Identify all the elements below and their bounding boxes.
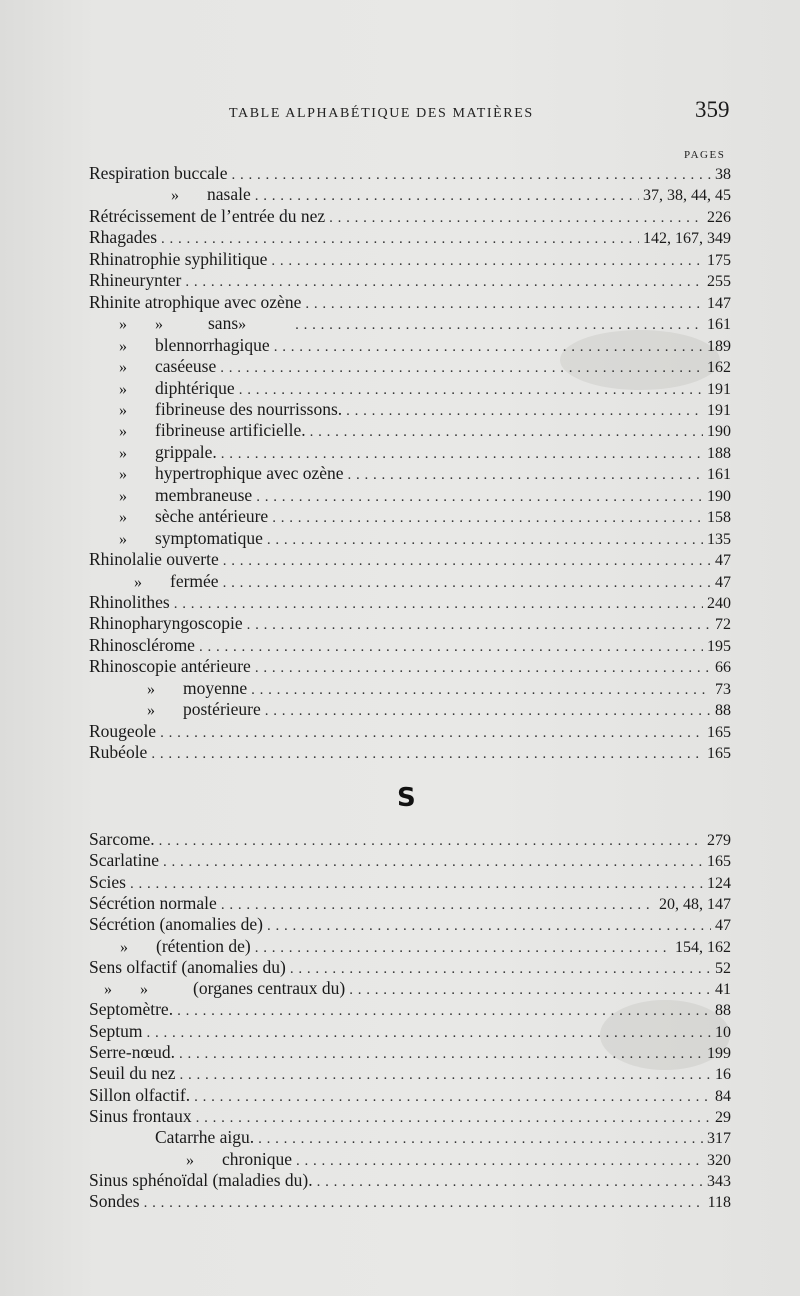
entry-label: » » sans» bbox=[119, 313, 247, 334]
entry-pages: 38 bbox=[715, 166, 731, 183]
entry-pages: 226 bbox=[707, 208, 731, 226]
r-index-entry bbox=[134, 570, 731, 592]
r-index-entry bbox=[89, 634, 731, 656]
s-index-entry bbox=[89, 1190, 731, 1212]
entry-pages: 165 bbox=[707, 853, 731, 871]
r-index-entry bbox=[89, 205, 731, 227]
entry-label: Sécrétion normale bbox=[89, 892, 217, 913]
s-index-entry bbox=[89, 1041, 731, 1063]
entry-label: Sens olfactif (anomalies du) bbox=[89, 956, 286, 977]
s-index-entry bbox=[89, 871, 731, 893]
entry-pages: 343 bbox=[707, 1172, 731, 1190]
entry-pages: 191 bbox=[707, 401, 731, 419]
s-index-entry bbox=[89, 956, 731, 978]
entry-label: » fibrineuse artificielle. bbox=[119, 420, 306, 441]
r-index-entry bbox=[89, 291, 731, 313]
entry-label: Sinus sphénoïdal (maladies du). bbox=[89, 1169, 313, 1190]
entry-pages: 240 bbox=[707, 595, 731, 612]
entry-pages: 47 bbox=[715, 917, 731, 935]
entry-pages: 124 bbox=[707, 874, 731, 892]
entry-label: Septomètre. bbox=[89, 999, 174, 1020]
entry-label: Seuil du nez bbox=[89, 1063, 176, 1084]
s-index-entry bbox=[89, 1062, 731, 1084]
entry-pages: 29 bbox=[715, 1108, 731, 1126]
entry-pages: 154, 162 bbox=[675, 938, 731, 956]
running-head: TABLE ALPHABÉTIQUE DES MATIÈRES bbox=[229, 106, 534, 121]
entry-label: Serre-nœud. bbox=[89, 1042, 176, 1062]
entry-label: Scarlatine bbox=[89, 850, 159, 871]
entry-pages: 162 bbox=[707, 359, 731, 377]
page-number: 359 bbox=[695, 97, 730, 122]
section-letter: S bbox=[397, 783, 416, 813]
entry-label: Rhagades bbox=[89, 227, 158, 248]
entry-label: Sillon olfactif. bbox=[89, 1084, 191, 1105]
entry-pages: 161 bbox=[707, 316, 731, 334]
entry-label: Sinus frontaux bbox=[89, 1105, 192, 1126]
entry-label: » symptomatique bbox=[119, 527, 263, 548]
r-index-entry bbox=[119, 505, 731, 527]
entry-pages: 147 bbox=[707, 294, 731, 312]
entry-pages: 191 bbox=[707, 380, 731, 398]
entry-pages: 73 bbox=[715, 680, 731, 698]
r-index-entry bbox=[89, 248, 731, 270]
r-index-entry bbox=[89, 269, 731, 291]
entry-label: » grippale. bbox=[119, 441, 217, 462]
entry-label: Rougeole bbox=[89, 720, 157, 741]
entry-label: » postérieure bbox=[147, 699, 261, 720]
entry-label: Rhinolalie ouverte bbox=[89, 549, 219, 570]
entry-label: » sèche antérieure bbox=[119, 506, 269, 527]
s-index-entry bbox=[89, 1084, 731, 1106]
r-index-entry bbox=[119, 462, 731, 484]
r-index-entry bbox=[119, 355, 731, 377]
entry-pages: 52 bbox=[715, 959, 731, 977]
entry-label: Sécrétion (anomalies de) bbox=[89, 914, 263, 935]
s-index-entry bbox=[120, 935, 731, 957]
entry-label: » chronique bbox=[186, 1148, 292, 1169]
entry-label: » moyenne bbox=[147, 677, 248, 698]
entry-pages: 41 bbox=[715, 981, 731, 999]
entry-label: Rhinoscopie antérieure bbox=[89, 656, 251, 677]
r-index-entry bbox=[89, 741, 731, 763]
entry-label: Sarcome. bbox=[89, 829, 155, 849]
entry-pages: 188 bbox=[707, 444, 731, 462]
entry-pages: 279 bbox=[707, 832, 731, 849]
entry-label: » blennorrhagique bbox=[119, 334, 270, 355]
entry-pages: 88 bbox=[715, 1002, 731, 1020]
s-index-entry bbox=[89, 849, 731, 871]
entry-pages: 37, 38, 44, 45 bbox=[643, 187, 731, 205]
entry-label: » hypertrophique avec ozène bbox=[119, 463, 344, 484]
r-index-entry bbox=[119, 312, 731, 334]
entry-label: » fermée bbox=[134, 570, 219, 591]
entry-pages: 135 bbox=[707, 530, 731, 548]
entry-label: » nasale bbox=[171, 184, 251, 205]
entry-pages: 195 bbox=[707, 637, 731, 655]
r-index-entry bbox=[89, 591, 731, 613]
entry-label: Rhinosclérome bbox=[89, 634, 195, 655]
r-index-entry bbox=[89, 226, 731, 248]
entry-pages: 161 bbox=[707, 466, 731, 484]
r-index-entry bbox=[171, 183, 731, 205]
entry-label: Sondes bbox=[89, 1191, 140, 1212]
r-index-entry bbox=[89, 548, 731, 570]
entry-pages: 317 bbox=[707, 1130, 731, 1148]
s-index-entry bbox=[104, 977, 731, 999]
r-index-entry bbox=[89, 612, 731, 634]
r-index-entry bbox=[119, 484, 731, 506]
entry-pages: 10 bbox=[715, 1023, 731, 1041]
entry-label: Rhinolithes bbox=[89, 592, 170, 612]
entry-label: » membraneuse bbox=[119, 484, 253, 505]
r-index-entry bbox=[89, 655, 731, 677]
entry-pages: 165 bbox=[707, 745, 731, 763]
r-index-entry bbox=[119, 527, 731, 549]
entry-pages: 175 bbox=[707, 251, 731, 269]
entry-label: Rétrécissement de l’entrée du nez bbox=[89, 205, 326, 226]
entry-pages: 84 bbox=[715, 1087, 731, 1105]
s-index-entry bbox=[155, 1126, 731, 1148]
entry-label: Rhineurynter bbox=[89, 270, 182, 291]
entry-label: » fibrineuse des nourrissons. bbox=[119, 398, 343, 419]
entry-label: Respiration buccale bbox=[89, 163, 228, 183]
r-index-entry bbox=[119, 419, 731, 441]
entry-label: Rubéole bbox=[89, 742, 148, 763]
entry-label: Scies bbox=[89, 871, 126, 892]
s-index-entry bbox=[89, 998, 731, 1020]
s-index-entry bbox=[89, 828, 731, 850]
entry-pages: 72 bbox=[715, 616, 731, 634]
entry-pages: 190 bbox=[707, 423, 731, 441]
entry-label: Catarrhe aigu. bbox=[155, 1127, 255, 1148]
entry-pages: 189 bbox=[707, 337, 731, 355]
entry-label: » diphtérique bbox=[119, 377, 235, 398]
s-index-entry bbox=[89, 1020, 731, 1042]
entry-pages: 66 bbox=[715, 659, 731, 677]
pages-column-label: PAGES bbox=[684, 149, 726, 161]
entry-pages: 199 bbox=[707, 1045, 731, 1062]
entry-label: Rhinatrophie syphilitique bbox=[89, 248, 268, 269]
entry-pages: 158 bbox=[707, 509, 731, 527]
r-index-entry bbox=[147, 677, 731, 699]
r-index-entry bbox=[119, 441, 731, 463]
r-index-entry bbox=[89, 720, 731, 742]
s-index-entry bbox=[89, 1105, 731, 1127]
entry-pages: 88 bbox=[715, 702, 731, 720]
r-index-entry bbox=[119, 398, 731, 420]
entry-pages: 47 bbox=[715, 552, 731, 570]
r-index-entry bbox=[119, 334, 731, 356]
entry-label: Rhinite atrophique avec ozène bbox=[89, 291, 302, 312]
s-index-entry bbox=[89, 1169, 731, 1191]
entry-label: » (rétention de) bbox=[120, 935, 251, 956]
entry-pages: 190 bbox=[707, 487, 731, 505]
s-index-entry bbox=[89, 913, 731, 935]
entry-pages: 320 bbox=[707, 1151, 731, 1169]
r-index-entry bbox=[147, 698, 731, 720]
s-index-entry bbox=[186, 1148, 731, 1170]
r-index-entry bbox=[119, 377, 731, 399]
dot-leader bbox=[151, 743, 703, 765]
entry-pages: 255 bbox=[707, 273, 731, 291]
entry-pages: 16 bbox=[715, 1066, 731, 1084]
entry-label: » » (organes centraux du) bbox=[104, 978, 346, 999]
entry-label: Rhinopharyngoscopie bbox=[89, 613, 243, 634]
entry-pages: 165 bbox=[707, 723, 731, 741]
dot-leader bbox=[144, 1192, 704, 1214]
r-index-entry bbox=[89, 162, 731, 184]
entry-pages: 47 bbox=[715, 573, 731, 591]
entry-label: Septum bbox=[89, 1020, 143, 1041]
entry-pages: 118 bbox=[707, 1194, 731, 1212]
entry-pages: 20, 48, 147 bbox=[659, 895, 731, 913]
s-index-entry bbox=[89, 892, 731, 914]
entry-label: » caséeuse bbox=[119, 356, 217, 377]
entry-pages: 142, 167, 349 bbox=[643, 230, 731, 248]
